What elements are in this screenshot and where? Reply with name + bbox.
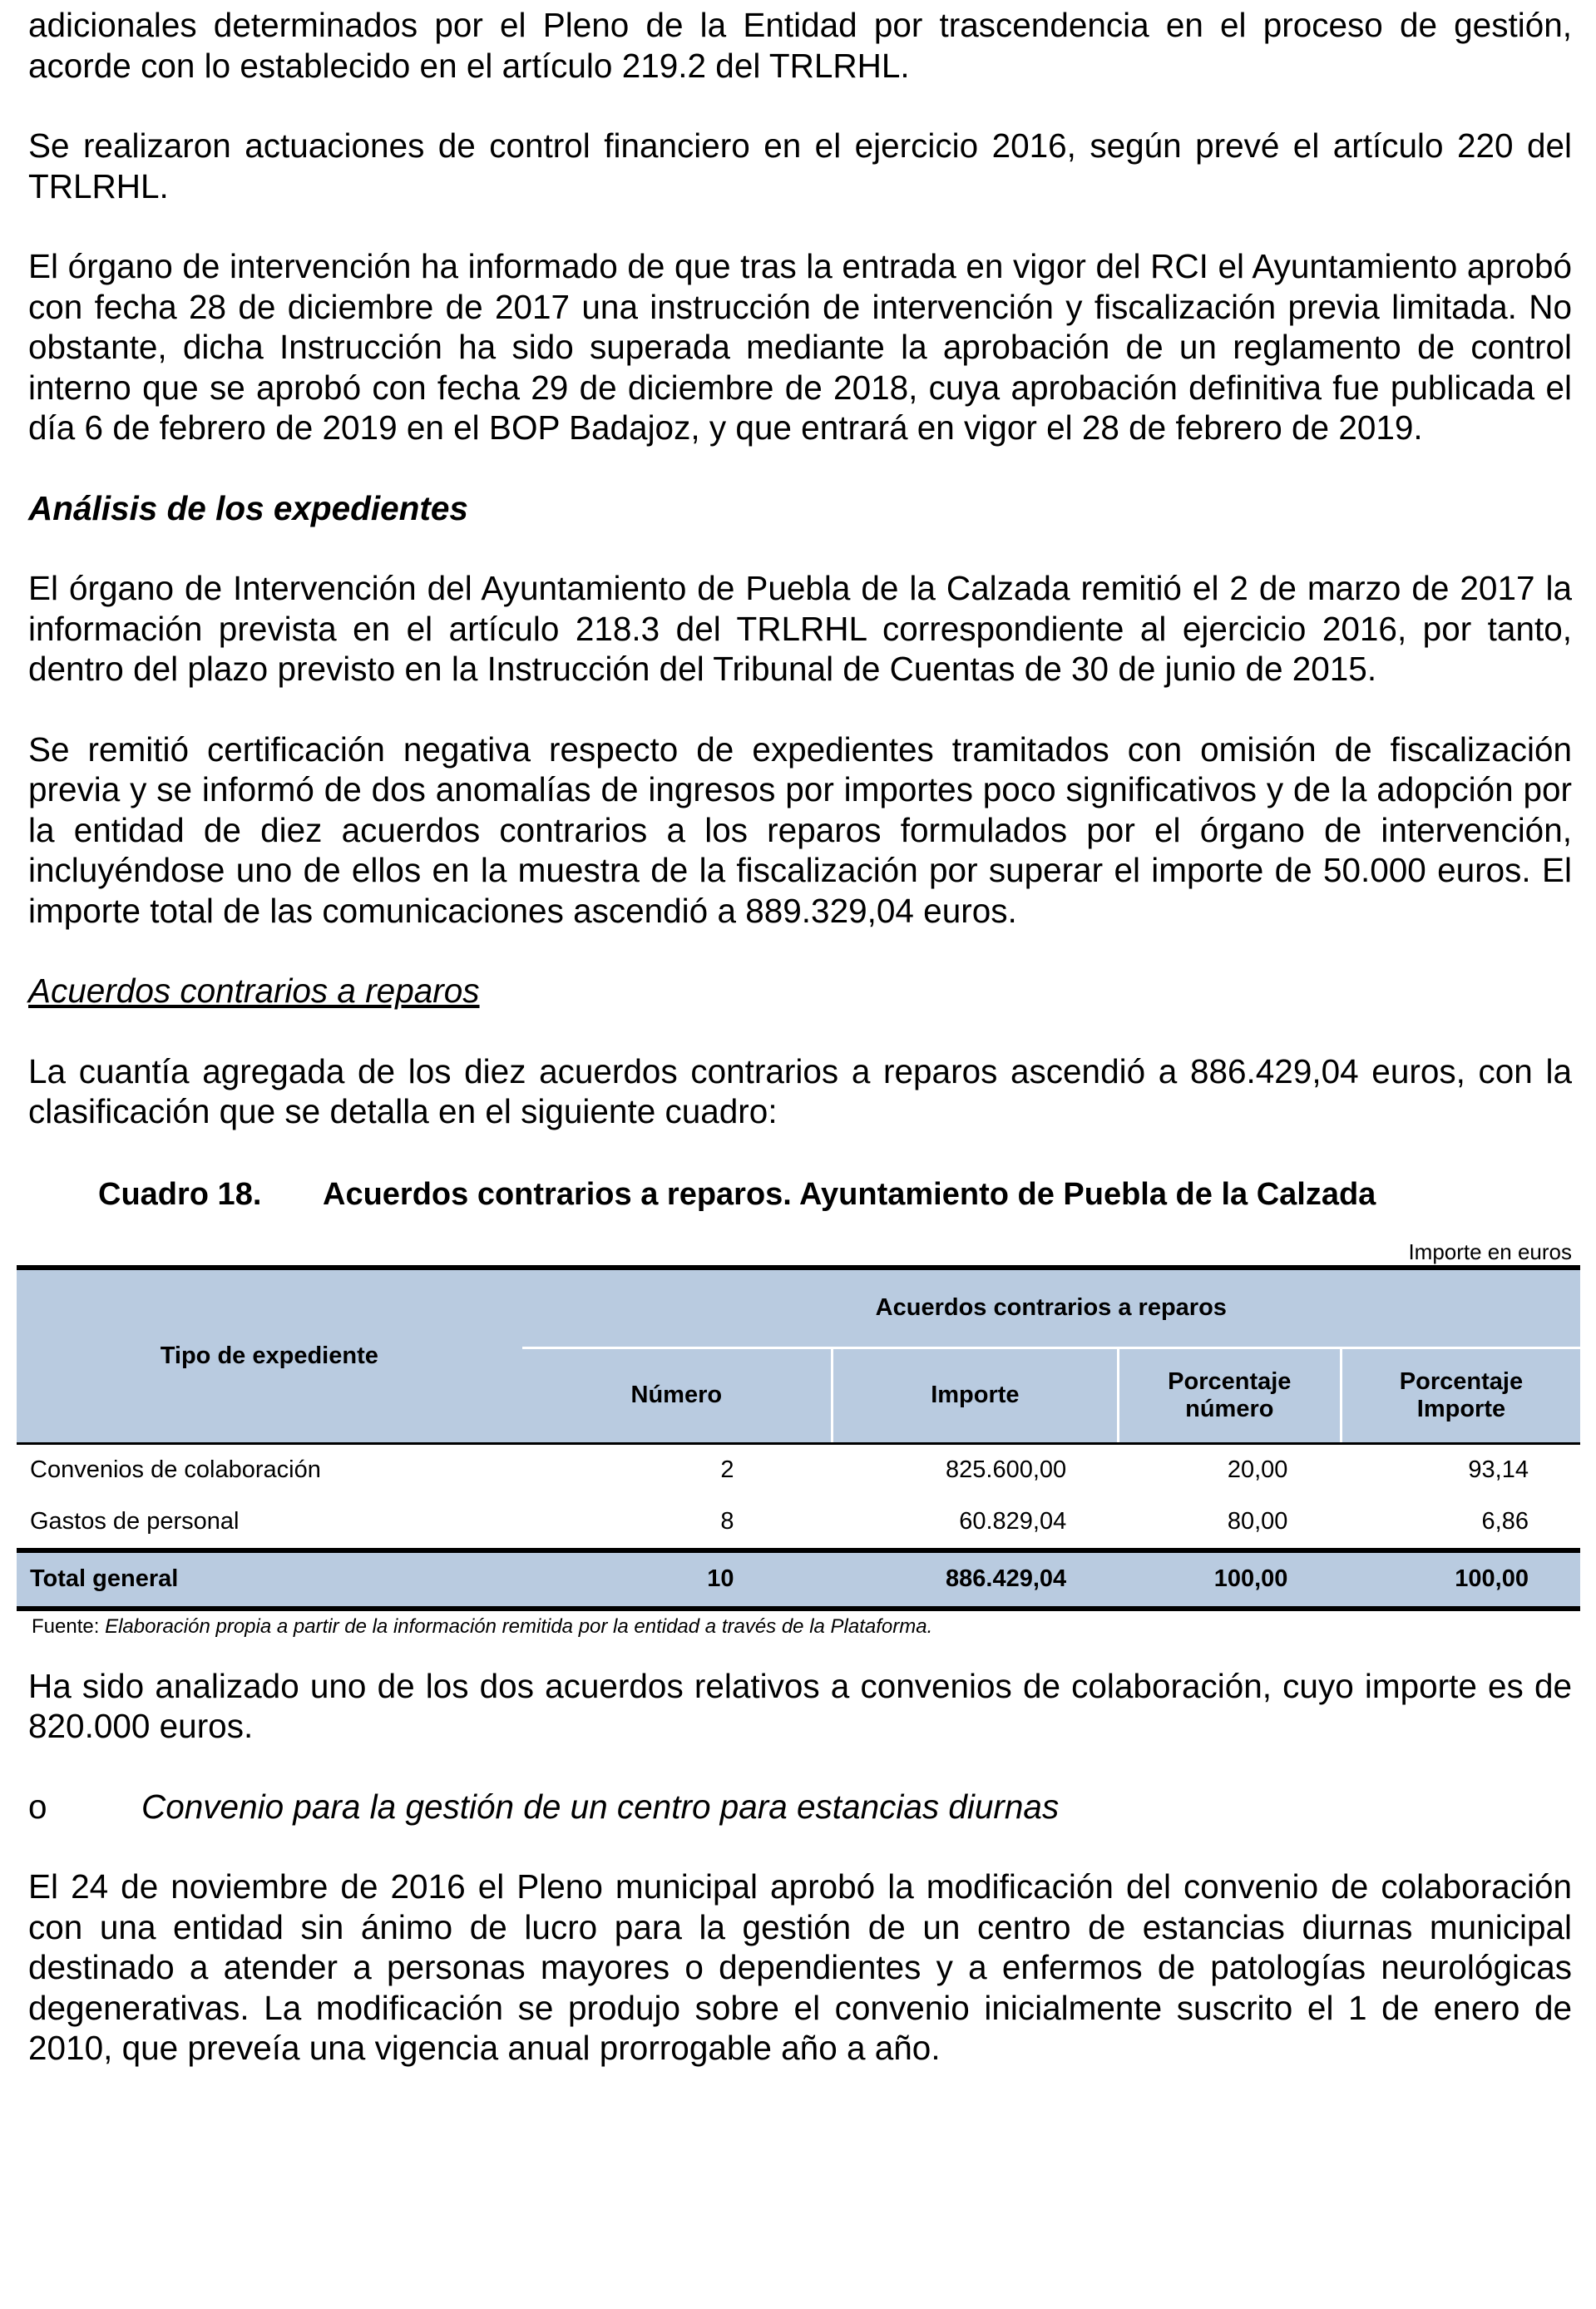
- header-tipo-expediente: Tipo de expediente: [17, 1268, 522, 1444]
- table-unit-note: Importe en euros: [1408, 1239, 1572, 1264]
- cell-porcentaje-importe: 6,86: [1481, 1508, 1529, 1535]
- header-group: Acuerdos contrarios a reparos: [522, 1268, 1580, 1348]
- cell-porcentaje-numero: 80,00: [1227, 1508, 1288, 1535]
- cell-numero: 8: [720, 1508, 734, 1535]
- header-porcentaje-numero-line1: Porcentaje: [1168, 1367, 1292, 1395]
- table-row: [17, 1496, 1580, 1550]
- document-page: [28, 5, 1572, 2069]
- header-importe: Importe: [833, 1347, 1119, 1443]
- cell-importe: 825.600,00: [946, 1456, 1067, 1483]
- section-heading-analisis: Análisis de los expedientes: [28, 488, 468, 527]
- bullet-marker: o: [28, 1787, 47, 1826]
- paragraph-6: La cuantía agregada de los diez acuerdos contrarios a reparos ascendió a 886.429,04 euros, con la clasificación que se detalla en el siguiente cuadro:: [28, 1051, 1572, 1130]
- header-porcentaje-importe-line2: Importe: [1416, 1395, 1506, 1422]
- cell-numero: 2: [720, 1456, 734, 1483]
- cell-importe: 886.429,04: [833, 1550, 1119, 1609]
- header-porcentaje-importe-line1: Porcentaje: [1399, 1367, 1524, 1395]
- table-container: [17, 1239, 1580, 1639]
- paragraph-7: Ha sido analizado uno de los dos acuerdos relativos a convenios de colaboración, cuyo importe es de 820.000 euros.: [28, 1666, 1572, 1745]
- header-porcentaje-numero-line2: número: [1185, 1395, 1274, 1422]
- header-numero: Número: [522, 1347, 833, 1443]
- bullet-item: [28, 1787, 1572, 1827]
- table-row: [17, 1443, 1580, 1496]
- table-caption-number: Cuadro 18.: [98, 1176, 262, 1212]
- cell-porcentaje-importe: 93,14: [1468, 1456, 1529, 1483]
- table-source-note: [17, 1614, 1580, 1639]
- paragraph-1: adicionales determinados por el Pleno de la Entidad por trascendencia en el proceso de gestión, acorde con lo establecido en el artículo 219.2 del TRLRHL.: [28, 6, 1572, 85]
- paragraph-2: Se realizaron actuaciones de control financiero en el ejercicio 2016, según prevé el artículo 220 del TRLRHL.: [28, 126, 1572, 205]
- cell-tipo: Total general: [17, 1550, 522, 1609]
- table-caption-title: Acuerdos contrarios a reparos. Ayuntamiento de Puebla de la Calzada: [323, 1176, 1376, 1212]
- cell-tipo: Gastos de personal: [30, 1508, 240, 1535]
- paragraph-8: El 24 de noviembre de 2016 el Pleno municipal aprobó la modificación del convenio de colaboración con una entidad sin ánimo de lucro para la gestión de un centro de estancias diurnas municipal destinado a atender a personas mayores o dependientes y a enfermos de patologías neurológicas degenerativas. La modificación se produjo sobre el convenio inicialmente suscrito el 1 de enero de 2010, que preveía una vigencia anual prorrogable año a año.: [28, 1867, 1572, 2067]
- source-label: Fuente:: [32, 1614, 100, 1638]
- header-porcentaje-numero: [1118, 1347, 1341, 1443]
- cell-tipo: Convenios de colaboración: [30, 1456, 321, 1483]
- cell-numero: 10: [522, 1550, 833, 1609]
- cell-porcentaje-numero: 20,00: [1227, 1456, 1288, 1483]
- paragraph-3: El órgano de intervención ha informado de que tras la entrada en vigor del RCI el Ayuntamiento aprobó con fecha 28 de diciembre de 2017 una instrucción de intervención y fiscalización previa limitada. No obstante, dicha Instrucción ha sido superada mediante la aprobación de un reglamento de control interno que se aprobó con fecha 29 de diciembre de 2018, cuya aprobación definitiva fue publicada el día 6 de febrero de 2019 en el BOP Badajoz, y que entrará en vigor el 28 de febrero de 2019.: [28, 247, 1572, 447]
- cell-porcentaje-importe: 100,00: [1341, 1550, 1580, 1609]
- cell-importe: 60.829,04: [959, 1508, 1067, 1535]
- table-caption: [28, 1175, 1572, 1214]
- header-porcentaje-importe: [1341, 1347, 1580, 1443]
- source-text: Elaboración propia a partir de la información remitida por la entidad a través de la Plataforma.: [105, 1614, 933, 1638]
- cell-porcentaje-numero: 100,00: [1118, 1550, 1341, 1609]
- section-heading-acuerdos: Acuerdos contrarios a reparos: [28, 972, 480, 1010]
- acuerdos-table: [17, 1265, 1580, 1611]
- table-total-row: [17, 1550, 1580, 1609]
- bullet-text: Convenio para la gestión de un centro para estancias diurnas: [141, 1787, 1060, 1826]
- paragraph-5: Se remitió certificación negativa respecto de expedientes tramitados con omisión de fiscalización previa y se informó de dos anomalías de ingresos por importes poco significativos y de la adopción por la entidad de diez acuerdos contrarios a los reparos formulados por el órgano de intervención, incluyéndose uno de ellos en la muestra de la fiscalización por superar el importe de 50.000 euros. El importe total de las comunicaciones ascendió a 889.329,04 euros.: [28, 729, 1572, 930]
- paragraph-4: El órgano de Intervención del Ayuntamiento de Puebla de la Calzada remitió el 2 de marzo de 2017 la información prevista en el artículo 218.3 del TRLRHL correspondiente al ejercicio 2016, por tanto, dentro del plazo previsto en la Instrucción del Tribunal de Cuentas de 30 de junio de 2015.: [28, 569, 1572, 688]
